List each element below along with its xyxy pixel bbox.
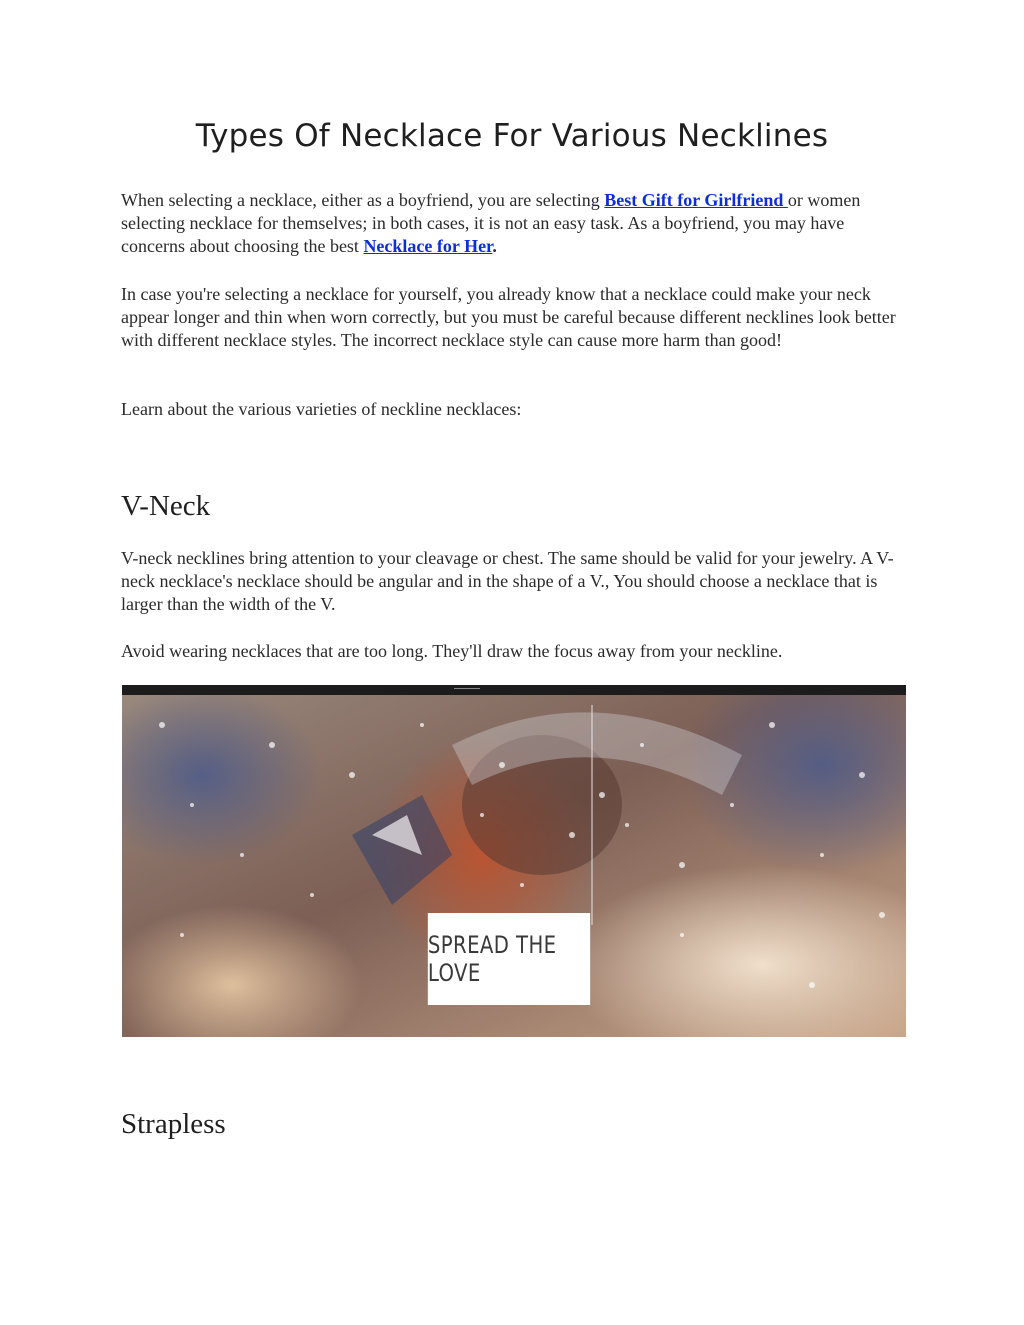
intro-paragraph: [121, 189, 911, 258]
v-neck-paragraph-1: V-neck necklines bring attention to your cleavage or chest. The same should be valid for your jewelry. A V-neck necklace's necklace should be angular and in the shape of a V., You should choose a necklace that is larger than the width of the V.: [121, 548, 894, 614]
varieties-intro-paragraph: Learn about the various varieties of neckline necklaces:: [121, 399, 522, 419]
spread-the-love-banner-image: [122, 685, 906, 1037]
page-title: Types Of Necklace For Various Necklines: [195, 118, 829, 154]
v-neck-heading: V-Neck: [121, 490, 211, 522]
intro-text-end: .: [492, 236, 497, 256]
self-selection-paragraph: In case you're selecting a necklace for yourself, you already know that a necklace could make your neck appear longer and thin when worn correctly, but you must be careful because different necklines look better with different necklace styles. The incorrect necklace style can cause more harm than good!: [121, 284, 896, 350]
strapless-heading: Strapless: [121, 1108, 226, 1140]
spread-the-love-caption: SPREAD THE LOVE: [428, 913, 590, 1005]
necklace-for-her-link[interactable]: Necklace for Her: [363, 236, 493, 256]
intro-text-1: When selecting a necklace, either as a boyfriend, you are selecting: [121, 190, 605, 210]
banner-top-mark: [454, 688, 480, 689]
v-neck-paragraph-2: Avoid wearing necklaces that are too long. They'll draw the focus away from your neckline.: [121, 641, 783, 661]
best-gift-for-girlfriend-link[interactable]: Best Gift for Girlfriend: [604, 190, 788, 210]
intro-text-2: or women selecting necklace for themselves; in both cases, it is not an easy task. As a boyfriend, you may have concerns about choosing the best: [121, 190, 861, 256]
banner-top-bar: [122, 685, 906, 695]
